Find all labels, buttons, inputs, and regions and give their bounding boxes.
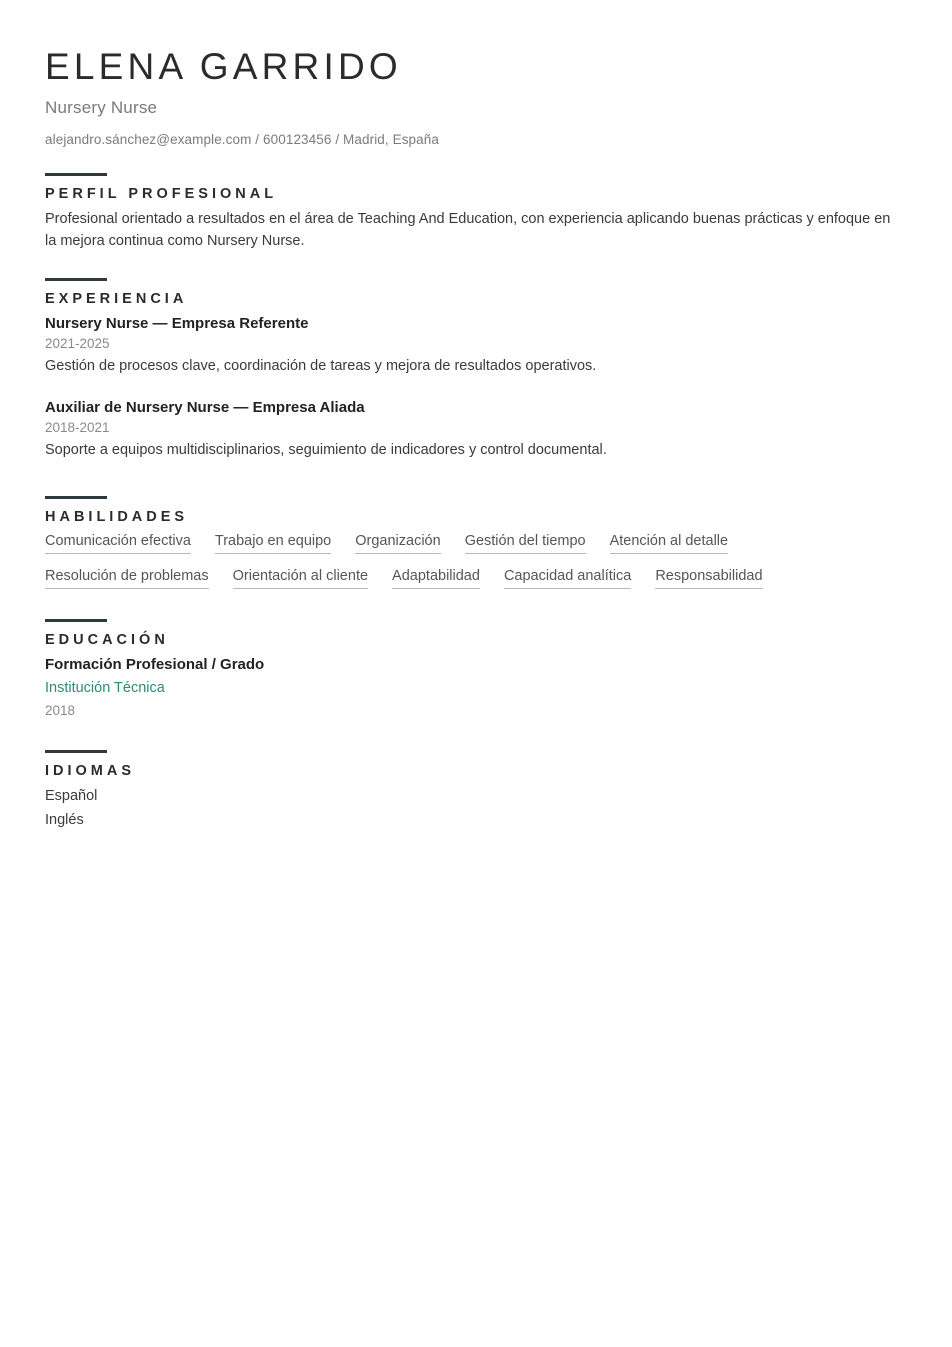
section-heading-education: EDUCACIÓN bbox=[45, 631, 169, 648]
section-profile bbox=[45, 173, 894, 253]
skill-item: Comunicación efectiva bbox=[45, 531, 191, 554]
skill-item: Trabajo en equipo bbox=[215, 531, 331, 554]
skill-item: Responsabilidad bbox=[655, 566, 762, 589]
skills-list bbox=[45, 531, 894, 601]
education-school: Institución Técnica bbox=[45, 679, 165, 696]
language-item: Inglés bbox=[45, 812, 84, 829]
experience-dates: 2021-2025 bbox=[45, 336, 110, 352]
resume-header bbox=[45, 46, 894, 147]
experience-dates: 2018-2021 bbox=[45, 420, 110, 436]
section-rule bbox=[45, 619, 107, 622]
skill-item: Orientación al cliente bbox=[233, 566, 368, 589]
section-heading-profile: PERFIL PROFESIONAL bbox=[45, 185, 278, 202]
skill-item: Gestión del tiempo bbox=[465, 531, 586, 554]
language-item: Español bbox=[45, 788, 98, 805]
section-rule bbox=[45, 173, 107, 176]
skill-item: Atención al detalle bbox=[610, 531, 729, 554]
section-heading-skills: HABILIDADES bbox=[45, 508, 189, 525]
section-heading-experience: EXPERIENCIA bbox=[45, 291, 188, 308]
section-rule bbox=[45, 750, 107, 753]
education-degree: Formación Profesional / Grado bbox=[45, 655, 265, 673]
experience-item bbox=[45, 313, 894, 378]
section-heading-languages: IDIOMAS bbox=[45, 763, 136, 780]
section-experience bbox=[45, 278, 894, 461]
contact-line: alejandro.sánchez@example.com / 600123456 / Madrid, España bbox=[45, 131, 439, 147]
experience-description: Gestión de procesos clave, coordinación de tareas y mejora de resultados operativos. bbox=[45, 358, 597, 375]
experience-role: Nursery Nurse — Empresa Referente bbox=[45, 315, 309, 333]
page-title: ELENA GARRIDO bbox=[45, 46, 402, 87]
education-year: 2018 bbox=[45, 702, 76, 718]
job-title: Nursery Nurse bbox=[45, 97, 158, 117]
section-skills bbox=[45, 496, 894, 601]
section-education bbox=[45, 619, 894, 720]
section-rule bbox=[45, 278, 107, 281]
section-rule bbox=[45, 496, 107, 499]
skill-item: Organización bbox=[355, 531, 440, 554]
experience-item bbox=[45, 397, 894, 462]
skill-item: Resolución de problemas bbox=[45, 566, 209, 589]
experience-role: Auxiliar de Nursery Nurse — Empresa Aliada bbox=[45, 399, 365, 417]
skill-item: Capacidad analítica bbox=[504, 566, 631, 589]
skill-item: Adaptabilidad bbox=[392, 566, 480, 589]
profile-text: Profesional orientado a resultados en el área de Teaching And Education, con experiencia aplicando buenas prácticas y enfoque en la mejora continua como Nursery Nurse. bbox=[45, 210, 891, 250]
experience-description: Soporte a equipos multidisciplinarios, seguimiento de indicadores y control documental. bbox=[45, 442, 607, 459]
section-languages bbox=[45, 750, 894, 832]
